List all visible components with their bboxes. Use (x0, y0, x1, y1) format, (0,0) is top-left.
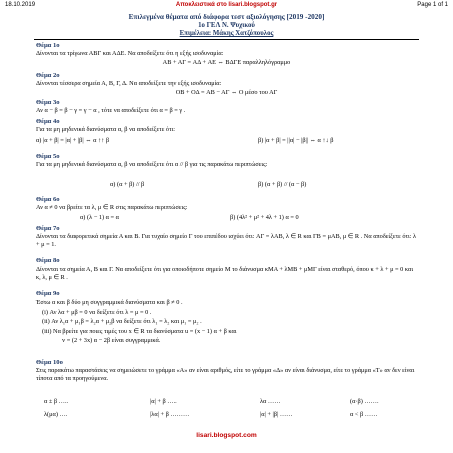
q9-heading: Θέμα 9ο (36, 290, 60, 297)
q10-text: Στις παρακάτω παραστάσεις να σημειώσετε το γράμμα «Α» αν είναι αριθμός, είτε το γράμμα «Δ» αν είναι διάνυσμα, είτε το γράμμα «Τ» αν δεν είναι τίποτα από τα προηγούμενα. (36, 367, 415, 382)
q10-item: λα …… (260, 398, 281, 405)
q10-item: |λα| + β ……… (150, 411, 190, 418)
q4-text: Για τα μη μηδενικά διανύσματα α, β να αποδείξετε ότι: (36, 126, 176, 133)
q6-part-b: β) (4λ² + μ² + 4λ + 1) α = 0 (230, 214, 299, 221)
q5-text: Για τα μη μηδενικά διανύσματα α, β να αποδείξετε ότι α // β για τις παρακάτω περιπτώσεις: (36, 161, 268, 168)
q7-heading: Θέμα 7ο (36, 225, 60, 232)
q7-text: Δίνονται τα διαφορετικά σημεία Α και Β. Για τυχαίο σημείο Γ του επιπέδου ισχύει ότι: AΓ = λAB, λ ∈ R και ΓB = μAB, μ ∈ R . Να αποδείξετε ότι: λ + μ = 1. (36, 233, 417, 248)
q9-text: Έστω α και β δύο μη συγγραμμικά διανύσματα και β ≠ 0 . (36, 299, 183, 306)
q10-item: α < β …… (350, 411, 378, 418)
q6-text: Αν α ≠ 0 να βρείτε τα λ, μ ∈ R στις παρακάτω περιπτώσεις: (36, 204, 188, 211)
q6-part-a: α) (λ − 1) α = α (80, 214, 119, 221)
q10-item: |α| + |β| …… (260, 411, 293, 418)
q10-heading: Θέμα 10ο (36, 359, 63, 366)
q3-heading: Θέμα 3ο (36, 99, 60, 106)
editor-line: Επιμέλεια: Μάκης Χατζόπουλος (179, 30, 274, 37)
q10-item: (α·β) ……. (350, 398, 379, 405)
q9-part-ii: (ii) Αν λ₁α + μ₁β = λ₂α + μ₂β να δείξετε ότι λ₁ = λ₂ και μ₁ = μ₂ . (42, 318, 202, 325)
q2-formula: OB + OΔ = AB − AΓ ⇔ O μέσο του ΑΓ (175, 89, 278, 96)
q2-heading: Θέμα 2ο (36, 72, 60, 79)
q5-part-a: α) (α + β) // β (110, 181, 145, 188)
q6-heading: Θέμα 6ο (36, 196, 60, 203)
q8-text: Δίνονται τα σημεία Α, Β και Γ. Να αποδείξετε ότι για οποιοδήποτε σημείο Μ το διάνυσμα κMA + λMB + μMΓ είναι σταθερό, όπου κ + λ + μ = 0 και κ, λ, μ ∈ R . (36, 266, 414, 281)
page-number: Page 1 of 1 (417, 2, 448, 8)
q5-heading: Θέμα 5ο (36, 153, 60, 160)
q10-item: |α| + β ….. (150, 398, 177, 405)
q1-formula: AB + AΓ = AΔ + AE ⇔ BΔΓE παραλληλόγραμμο (162, 59, 291, 66)
q5-part-b: β) (α + β) // (α − β) (258, 181, 307, 188)
footer-link[interactable]: lisari.blogspot.com (196, 432, 257, 439)
q9-part-iii-cont: v = (2 + 3x) α − 2β είναι συγγραμμικά. (62, 337, 161, 344)
site-banner: Αποκλειστικά στο lisari.blogspot.gr (175, 2, 278, 8)
q9-part-iii: (iii) Να βρείτε για ποιες τιμές του x ∈ R τα διανύσματα u = (x − 1) α + β και (42, 328, 237, 335)
print-date: 18.10.2019 (5, 2, 36, 8)
q3-text: Αν α − β = β − γ = γ − α , τότε να αποδείξετε ότι α = β = γ . (36, 107, 186, 114)
q4-part-b: β) |α + β| = ||α| − |β|| ⇔ α ↑↓ β (258, 137, 334, 144)
q10-item: λ(μα) …. (44, 411, 68, 418)
class-name: 1ο ΓΕΛ Ν. Ψυχικού (198, 22, 255, 29)
print-header (0, 2, 453, 11)
q1-heading: Θέμα 1ο (36, 42, 60, 49)
q2-text: Δίνονται τέσσερα σημεία Α, Β, Γ, Δ. Να αποδείξετε την εξής ισοδυναμία: (36, 80, 222, 87)
q4-heading: Θέμα 4ο (36, 118, 60, 125)
document-title: Επιλεγμένα θέματα από διάφορα τεστ αξιολόγησης [2019 -2020] (128, 13, 325, 21)
q10-item: α ± β ….. (44, 398, 69, 405)
q9-part-i: (i) Αν λα + μβ = 0 να δείξετε ότι λ = μ = 0 . (42, 309, 152, 316)
q8-heading: Θέμα 8ο (36, 257, 60, 264)
q4-part-a: α) |α + β| = |α| + |β| ⇔ α ↑↑ β (36, 137, 110, 144)
divider (34, 39, 419, 40)
q1-text: Δίνονται τα τρίγωνα ΑΒΓ και ΑΔΕ. Να αποδείξετε ότι η εξής ισοδυναμία: (36, 50, 224, 57)
